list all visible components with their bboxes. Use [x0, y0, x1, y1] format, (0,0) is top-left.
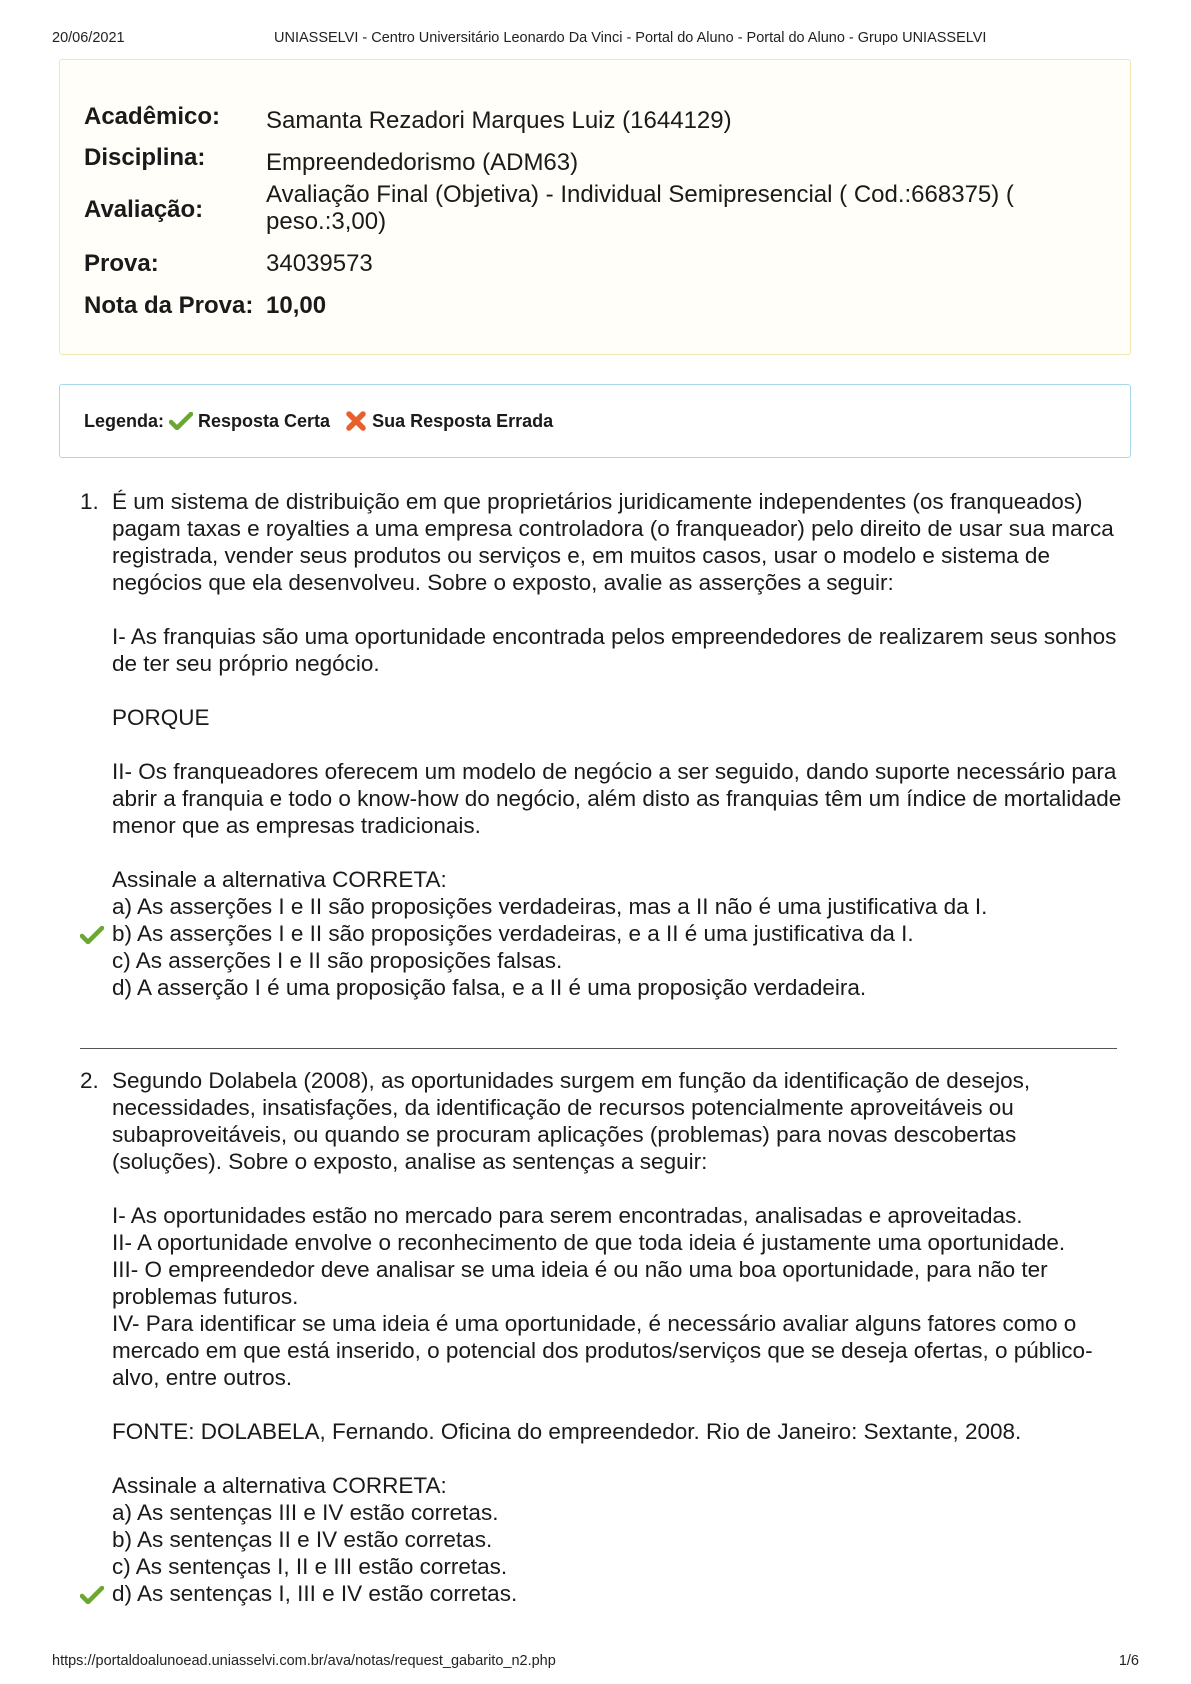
question-intro: Segundo Dolabela (2008), as oportunidades surgem em função da identificação de desejos, necessidades, insatisfações, da identificação de recursos potencialmente aproveitáveis ou subaproveitáveis, ou quando se procuram aplicações (problemas) para novas descobertas (soluções). Sobre o exposto, analise as sentenças a seguir: [112, 1068, 1031, 1174]
option-a: a) As asserções I e II são proposições verdadeiras, mas a II não é uma justificativa da I. [112, 894, 988, 919]
legend-box [59, 384, 1131, 458]
option-a: a) As sentenças III e IV estão corretas. [112, 1500, 499, 1525]
academico-value: Samanta Rezadori Marques Luiz (1644129) [266, 107, 732, 134]
print-page-title: UNIASSELVI - Centro Universitário Leonardo Da Vinci - Portal do Aluno - Portal do Aluno - Grupo UNIASSELVI [274, 30, 987, 46]
sentence-4: IV- Para identificar se uma ideia é uma oportunidade, é necessário avaliar alguns fatores como o mercado em que está inserido, o potencial dos produtos/serviços que se deseja ofertas, o público-alvo, entre outros. [112, 1311, 1093, 1390]
print-date: 20/06/2021 [52, 30, 125, 46]
disciplina-label: Disciplina: [84, 144, 206, 171]
print-url: https://portaldoalunoead.uniasselvi.com.br/ava/notas/request_gabarito_n2.php [52, 1653, 556, 1669]
correct-check-icon [80, 926, 104, 944]
prova-value: 34039573 [266, 250, 373, 277]
academico-label: Acadêmico: [84, 103, 221, 130]
correct-check-icon [80, 1586, 104, 1604]
avaliacao-value: Avaliação Final (Objetiva) - Individual Semipresencial ( Cod.:668375) ( peso.:3,00) [266, 181, 1014, 235]
question-number: 1. [80, 489, 99, 514]
disciplina-value: Empreendedorismo (ADM63) [266, 149, 579, 176]
source-citation: FONTE: DOLABELA, Fernando. Oficina do empreendedor. Rio de Janeiro: Sextante, 2008. [112, 1419, 1022, 1444]
question-prompt: Assinale a alternativa CORRETA: [112, 1473, 447, 1498]
porque-text: PORQUE [112, 705, 210, 730]
legend-label: Legenda: [84, 410, 165, 431]
sentence-1: I- As oportunidades estão no mercado para serem encontradas, analisadas e aproveitadas. [112, 1203, 1023, 1228]
question-prompt: Assinale a alternativa CORRETA: [112, 867, 447, 892]
assertion-1: I- As franquias são uma oportunidade encontrada pelos empreendedores de realizarem seus sonhos de ter seu próprio negócio. [112, 624, 1117, 676]
check-icon [169, 412, 193, 430]
nota-label: Nota da Prova: [84, 292, 254, 319]
question-number: 2. [80, 1068, 99, 1093]
assertion-2: II- Os franqueadores oferecem um modelo de negócio a ser seguido, dando suporte necessário para abrir a franquia e todo o know-how do negócio, além disto as franquias têm um índice de mortalidade menor que as empresas tradicionais. [112, 759, 1122, 838]
option-b-text: b) As asserções I e II são proposições verdadeiras, e a II é uma justificativa da I. [112, 921, 914, 946]
prova-label: Prova: [84, 250, 159, 277]
exam-info-box [59, 59, 1131, 355]
page-number: 1/6 [1118, 1653, 1139, 1669]
nota-value: 10,00 [266, 292, 327, 319]
question-intro: É um sistema de distribuição em que proprietários juridicamente independentes (os franqueados) pagam taxas e royalties a uma empresa controladora (o franqueador) pelo direito de usar sua marca registrada, vender seus produtos ou serviços e, em muitos casos, usar o modelo e sistema de negócios que ela desenvolveu. Sobre o exposto, avalie as asserções a seguir: [112, 489, 1114, 595]
question-divider [80, 1048, 1117, 1049]
option-c: c) As asserções I e II são proposições falsas. [112, 948, 563, 973]
option-d: d) A asserção I é uma proposição falsa, e a II é uma proposição verdadeira. [112, 975, 867, 1000]
option-d-correct [112, 1580, 1122, 1607]
avaliacao-label: Avaliação: [84, 196, 204, 223]
cross-icon [345, 410, 367, 432]
legend-wrong-label: Sua Resposta Errada [372, 410, 554, 431]
option-b-correct [112, 920, 1122, 947]
sentence-2: II- A oportunidade envolve o reconhecimento de que toda ideia é justamente uma oportunidade. [112, 1230, 1066, 1255]
legend-correct-label: Resposta Certa [198, 410, 331, 431]
option-d-text: d) As sentenças I, III e IV estão corretas. [112, 1581, 518, 1606]
option-b: b) As sentenças II e IV estão corretas. [112, 1527, 493, 1552]
option-c: c) As sentenças I, II e III estão corretas. [112, 1554, 508, 1579]
sentence-3: III- O empreendedor deve analisar se uma ideia é ou não uma boa oportunidade, para não ter problemas futuros. [112, 1257, 1048, 1309]
